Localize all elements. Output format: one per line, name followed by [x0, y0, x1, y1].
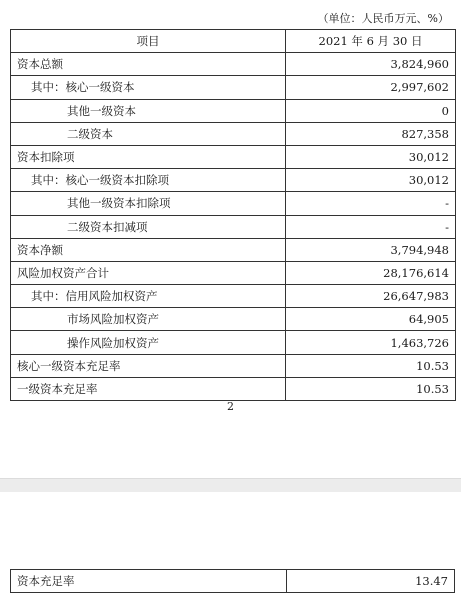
table-row: [11, 192, 456, 215]
table-row: [11, 76, 456, 99]
row-value: 13.47: [287, 570, 455, 593]
page-number: 2: [227, 400, 234, 413]
row-label: 其中：信用风险加权资产: [11, 285, 286, 308]
row-value: 3,794,948: [286, 238, 456, 261]
row-label: 一级资本充足率: [11, 377, 286, 400]
row-value: 827,358: [286, 122, 456, 145]
capital-ratio-table: [10, 569, 455, 593]
row-label: 资本净额: [11, 238, 286, 261]
unit-note: （单位：人民币万元、%）: [317, 12, 449, 25]
row-label: 核心一级资本充足率: [11, 354, 286, 377]
row-value: 26,647,983: [286, 285, 456, 308]
header-date: 2021 年 6 月 30 日: [286, 30, 456, 53]
table-row: [11, 331, 456, 354]
table-row: [11, 570, 455, 593]
table-row: [11, 261, 456, 284]
table-row: [11, 99, 456, 122]
row-label: 风险加权资产合计: [11, 261, 286, 284]
table-row: [11, 145, 456, 168]
row-value: 1,463,726: [286, 331, 456, 354]
row-label: 其他一级资本扣除项: [11, 192, 286, 215]
table-row: [11, 308, 456, 331]
row-label: 操作风险加权资产: [11, 331, 286, 354]
row-label: 资本充足率: [11, 570, 287, 593]
table-row: [11, 238, 456, 261]
table-row: [11, 53, 456, 76]
row-value: 30,012: [286, 145, 456, 168]
table-row: [11, 122, 456, 145]
header-item: 项目: [11, 30, 286, 53]
next-document-page: [0, 492, 461, 600]
table-row: [11, 377, 456, 400]
table-row: [11, 215, 456, 238]
row-value: 10.53: [286, 377, 456, 400]
row-label: 资本总额: [11, 53, 286, 76]
row-value: 30,012: [286, 169, 456, 192]
row-value: 0: [286, 99, 456, 122]
row-value: -: [286, 192, 456, 215]
table-row: [11, 285, 456, 308]
row-value: 3,824,960: [286, 53, 456, 76]
row-label: 其中：核心一级资本扣除项: [11, 169, 286, 192]
row-value: 10.53: [286, 354, 456, 377]
row-label: 其中：核心一级资本: [11, 76, 286, 99]
table-header-row: [11, 30, 456, 53]
row-value: -: [286, 215, 456, 238]
row-label: 市场风险加权资产: [11, 308, 286, 331]
capital-table: [10, 29, 456, 401]
row-label: 二级资本扣减项: [11, 215, 286, 238]
row-label: 资本扣除项: [11, 145, 286, 168]
row-value: 2,997,602: [286, 76, 456, 99]
row-label: 二级资本: [11, 122, 286, 145]
table-row: [11, 354, 456, 377]
row-value: 64,905: [286, 308, 456, 331]
table-row: [11, 169, 456, 192]
row-value: 28,176,614: [286, 261, 456, 284]
row-label: 其他一级资本: [11, 99, 286, 122]
